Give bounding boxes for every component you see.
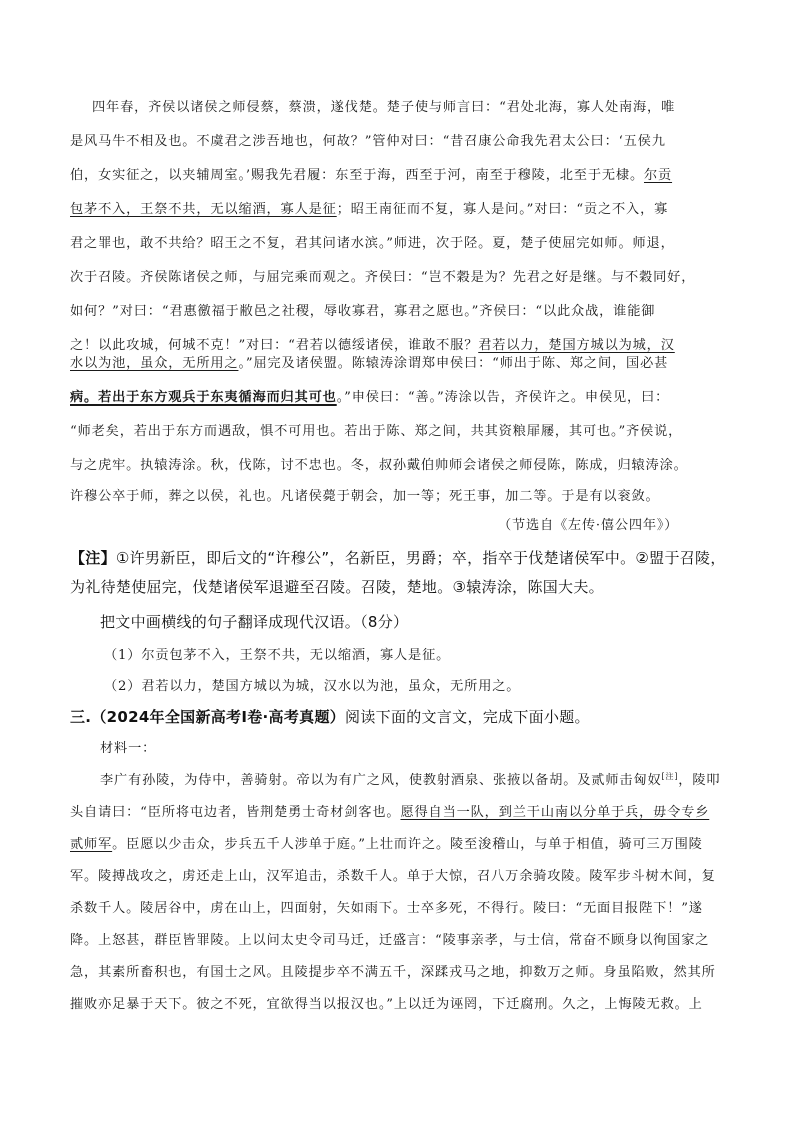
passage-line-8 bbox=[70, 337, 730, 355]
passage-line-11: “师老矣，若出于东方而遇敌，惧不可用也。若出于陈、郑之间，共其资粮屝屦，其可也。”齐侯说， bbox=[70, 424, 683, 439]
underlined-sentence-3: 病。若出于东方观兵于东夷循海而归其可也 bbox=[70, 390, 337, 405]
underlined-sentence-2: 君若以力，楚国方城以为城，汉 bbox=[478, 338, 675, 353]
material-text: ，陵叩 bbox=[678, 773, 721, 788]
underlined-sentence-1-cont: 包茅不入，王祭不共，无以缩酒，寡人是征 bbox=[70, 202, 337, 217]
passage-text: 伯，女实征之，以夹辅周室。’赐我先君履：东至于海，西至于河，南至于穆陵，北至于无棣。 bbox=[70, 168, 644, 183]
passage-line-7: 如何？”对曰：“君惠徼福于敝邑之社稷，辱收寡君，寡君之愿也。”齐侯曰：“以此众战，谁能御 bbox=[70, 304, 656, 319]
material-line-2 bbox=[70, 804, 730, 822]
passage-source: （节选自《左传·僖公四年》） bbox=[498, 518, 679, 533]
underlined-sentence-4: 愿得自当一队，到兰干山南以分单于兵，毋令专乡 bbox=[400, 805, 710, 820]
section-instruction: 阅读下面的文言文，完成下面小题。 bbox=[345, 708, 590, 726]
underlined-sentence-1: 尔贡 bbox=[643, 168, 673, 183]
material-text: 。臣愿以少击众，步兵五千人涉单于庭。”上壮而许之。陵至浚稽山，与单于相值，骑可三万围陵 bbox=[112, 837, 703, 852]
task-item-1: （1）尔贡包茅不入，王祭不共，无以缩酒，寡人是征。 bbox=[104, 648, 451, 663]
passage-line-13: 许穆公卒于师，葬之以侯，礼也。凡诸侯薨于朝会，加一等；死王事，加二等。于是有以衮敛。 bbox=[70, 489, 660, 504]
note-line-2: 为礼待楚使屈完，伐楚诸侯军退避至召陵。召陵，楚地。③辕涛涂，陈国大夫。 bbox=[70, 578, 604, 596]
material-line-4: 军。陵搏战攻之，虏还走上山，汉军追击，杀数千人。单于大惊，召八万余骑攻陵。陵军步斗树木间，复 bbox=[70, 869, 716, 884]
material-line-7: 急，其素所畜积也，有国士之风。且陵提步卒不满五千，深蹂戎马之地，抑数万之师。身虽陷败，然其所 bbox=[70, 965, 716, 980]
material-line-8: 摧败亦足暴于天下。彼之不死，宜欲得当以报汉也。”上以迁为诬罔，下迁腐刑。久之，上悔陵无救。上 bbox=[70, 997, 703, 1012]
section-3-heading bbox=[70, 708, 730, 726]
section-number: 三. bbox=[70, 708, 92, 726]
underlined-sentence-2-cont: 水以为池，虽众，无所用之 bbox=[70, 356, 239, 371]
passage-line-1: 四年春，齐侯以诸侯之师侵蔡，蔡溃，遂伐楚。楚子使与师言曰：“君处北海，寡人处南海，唯 bbox=[92, 100, 676, 115]
passage-text: 。”申侯曰：“善。”涛涂以告，齐侯许之。申侯见，曰： bbox=[336, 390, 670, 405]
footnote-marker: [注] bbox=[661, 772, 679, 781]
section-source: （2024年全国新高考Ⅰ卷·高考真题） bbox=[91, 708, 346, 726]
underlined-sentence-4-cont: 贰师军 bbox=[70, 837, 113, 852]
material-line-6: 降。上怒甚，群臣皆罪陵。上以问太史令司马迁，迁盛言：“陵事亲孝，与士信，常奋不顾身以徇国家之 bbox=[70, 933, 710, 948]
passage-line-5: 君之罪也，敢不共给？昭王之不复，君其问诸水滨。”师进，次于陉。夏，楚子使屈完如师。师退， bbox=[70, 236, 675, 251]
material-text: 李广有孙陵，为侍中，善骑射。帝以为有广之风，使教射酒泉、张掖以备胡。及贰师击匈奴 bbox=[100, 773, 662, 788]
material-1-label: 材料一： bbox=[100, 741, 157, 756]
passage-line-4 bbox=[70, 201, 730, 219]
passage-line-3 bbox=[70, 167, 730, 185]
passage-line-2: 是风马牛不相及也。不虞君之涉吾地也，何故？”管仲对曰：“昔召康公命我先君太公曰：‘五侯九 bbox=[70, 134, 666, 149]
passage-text: ；昭王南征而不复，寡人是问。”对曰：“贡之不入，寡 bbox=[336, 202, 669, 217]
material-line-3 bbox=[70, 836, 730, 854]
note-label: 【注】 bbox=[70, 549, 116, 567]
passage-line-6: 次于召陵。齐侯陈诸侯之师，与屈完乘而观之。齐侯曰：“岂不穀是为？先君之好是继。与不穀同好， bbox=[70, 270, 696, 285]
passage-line-10 bbox=[70, 389, 730, 407]
passage-line-12: 与之虎牢。执辕涛涂。秋，伐陈，讨不忠也。冬，叔孙戴伯帅师会诸侯之师侵陈，陈成，归辕涛涂。 bbox=[70, 458, 688, 473]
passage-text: 。”屈完及诸侯盟。陈辕涛涂谓郑申侯曰：“师出于陈、郑之间，国必甚 bbox=[238, 356, 669, 371]
task-item-2: （2）君若以力，楚国方城以为城，汉水以为池，虽众，无所用之。 bbox=[104, 679, 521, 694]
material-line-1 bbox=[100, 772, 760, 790]
note-text: ①许男新臣，即后文的“许穆公”，名新臣，男爵；卒，指卒于伐楚诸侯军中。②盟于召陵， bbox=[115, 549, 726, 567]
material-line-5: 杀数千人。陵居谷中，虏在山上，四面射，矢如雨下。士卒多死，不得行。陵曰：“无面目报陛下！”遂 bbox=[70, 901, 703, 916]
passage-text: 之！以此攻城，何城不克！”对曰：“君若以德绥诸侯，谁敢不服？ bbox=[70, 338, 479, 353]
task-instruction: 把文中画横线的句子翻译成现代汉语。（8分） bbox=[100, 613, 409, 631]
material-text: 头自请曰：“臣所将屯边者，皆荆楚勇士奇材剑客也。 bbox=[70, 805, 401, 820]
passage-line-9 bbox=[70, 355, 730, 373]
note-line-1 bbox=[70, 549, 730, 567]
